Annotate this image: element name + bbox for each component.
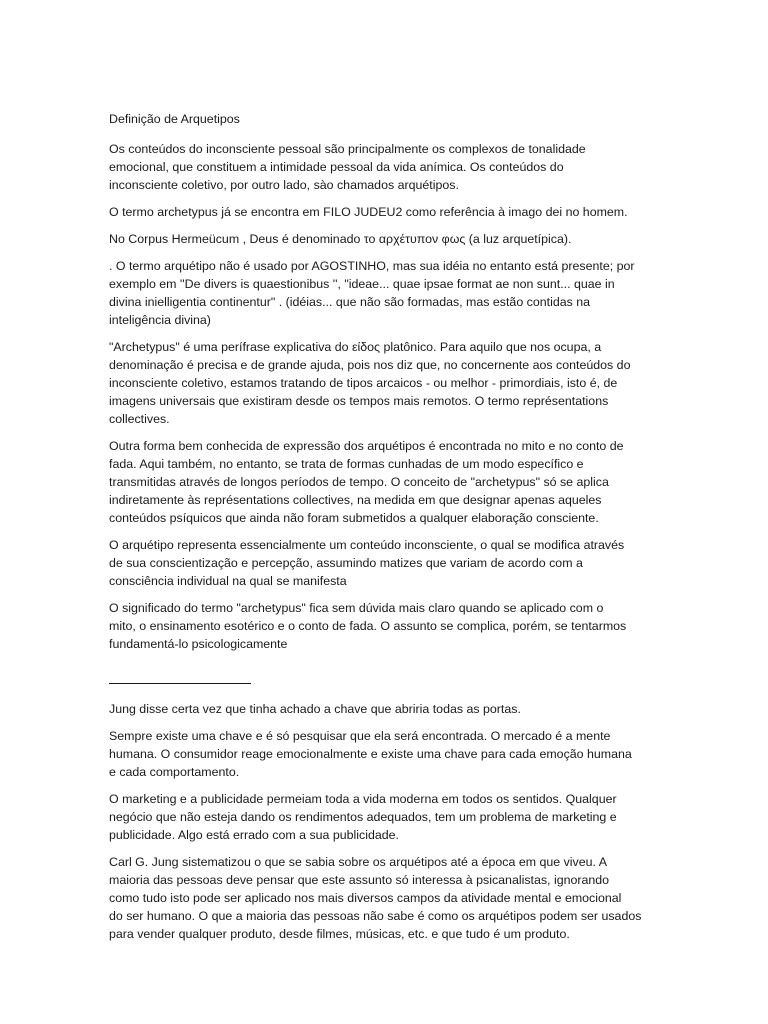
paragraph-archetype-unconscious: O arquétipo representa essencialmente um conteúdo inconsciente, o qual se modifica através de sua conscientização e percepção, assumindo matizes que variam de acordo com a consciência individual na qual se manifesta [109, 538, 625, 588]
document-title: Definição de Arquetipos [109, 112, 240, 126]
section-divider [109, 683, 251, 684]
section-marketing [109, 700, 687, 943]
paragraph-always-a-key: Sempre existe uma chave e é só pesquisar que ela será encontrada. O mercado é a mente humana. O consumidor reage emocionalmente e existe uma chave para cada emoção humana e cada comportamento. [109, 729, 632, 779]
section-archetype-definition [109, 140, 687, 653]
paragraph-filo-judeu: O termo archetypus já se encontra em FILO JUDEU2 como referência à imago dei no homem. [109, 205, 628, 219]
paragraph-unconscious-contents: Os conteúdos do inconsciente pessoal são principalmente os complexos de tonalidade emocional, que constituem a intimidade pessoal da vida anímica. Os conteúdos do inconsciente coletivo, por outro lado, sào chamados arquétipos. [109, 142, 586, 192]
paragraph-archetypus-meaning: O significado do termo "archetypus" fica sem dúvida mais claro quando se aplicado com o mito, o ensinamento esotérico e o conto de fada. O assunto se complica, porém, se tentarmos fundamentá-lo psicologicamente [109, 601, 627, 651]
paragraph-marketing-advertising: O marketing e a publicidade permeiam toda a vida moderna em todos os sentidos. Qualquer negócio que não esteja dando os rendimentos adequados, tem um problema de marketing e publicidade. Algo está errado com a sua publicidade. [109, 792, 617, 842]
paragraph-jung-key: Jung disse certa vez que tinha achado a chave que abriria todas as portas. [109, 702, 521, 716]
paragraph-archetypus-eidos: "Archetypus" é uma perífrase explicativa do είδος platônico. Para aquilo que nos ocupa, a denominação é precisa e de grande ajuda, pois nos diz que, no concernente aos conteúdos do inconsciente coletivo, estamos tratando de tipos arcaicos - ou melhor - primordiais, isto é, de imagens universais que existiram desde os tempos mais remotos. O termo représentations collectives. [109, 340, 631, 426]
document-page [109, 110, 687, 952]
paragraph-agostinho: . O termo arquétipo não é usado por AGOSTINHO, mas sua idéia no entanto está presente; por exemplo em ''De divers is quaestionibus '', "ideae... quae ipsae format ae non sunt... quae in divina inielligentia continentur" . (idéias... que não são formadas, mas estão contidas na inteligência divina) [109, 259, 635, 327]
paragraph-myth-fairy-tale: Outra forma bem conhecida de expressão dos arquétipos é encontrada no mito e no conto de fada. Aqui também, no entanto, se trata de formas cunhadas de um modo específico e transmitidas através de longos períodos de tempo. O conceito de "archetypus" só se aplica indiretamente às représentations collectives, na medida em que designar apenas aqueles conteúdos psíquicos que ainda não foram submetidos a qualquer elaboração consciente. [109, 439, 624, 525]
paragraph-corpus-hermeticum: No Corpus Hermeücum , Deus é denominado το αρχέτυπον φως (a luz arquetípica). [109, 232, 572, 246]
paragraph-carl-jung: Carl G. Jung sistematizou o que se sabia sobre os arquétipos até a época em que viveu. A maioria das pessoas deve pensar que este assunto só interessa à psicanalistas, ignorando como tudo isto pode ser aplicado nos mais diversos campos da atividade mental e emocional do ser humano. O que a maioria das pessoas não sabe é como os arquétipos podem ser usados para vender qualquer produto, desde filmes, músicas, etc. e que tudo é um produto. [109, 855, 642, 941]
